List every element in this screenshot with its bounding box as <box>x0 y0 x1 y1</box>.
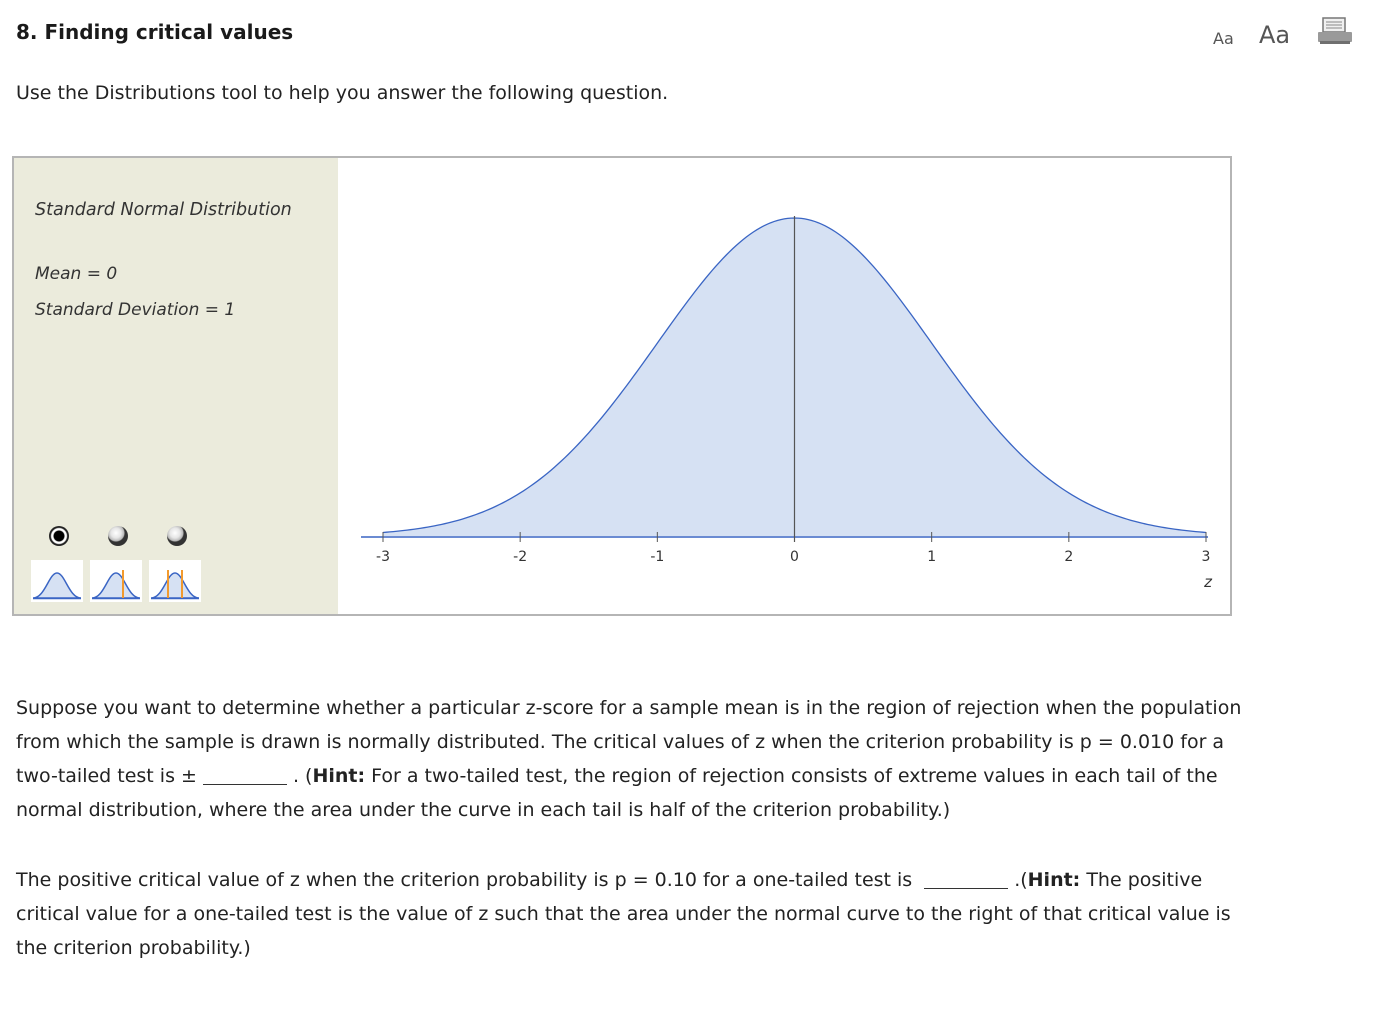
q2-after-blank: .( <box>1014 869 1028 891</box>
printer-icon[interactable] <box>1316 16 1354 46</box>
normal-distribution-chart <box>338 158 1230 614</box>
q2-line-3: the criterion probability.) <box>16 937 251 959</box>
x-tick-label: 1 <box>927 549 937 565</box>
x-axis-label: z <box>1204 573 1212 591</box>
x-tick-label: 2 <box>1064 549 1074 565</box>
x-tick-label: 0 <box>790 549 799 565</box>
q2-line-1 <box>16 863 1346 897</box>
q1-line-1: Suppose you want to determine whether a particular z-score for a sample mean is in the region of rejection when the population <box>16 697 1242 719</box>
q2-hint-text: The positive <box>1080 869 1203 891</box>
x-tick-label: -1 <box>650 549 665 565</box>
q1-hint-label: Hint: <box>312 765 366 787</box>
q1-line-3 <box>16 759 1346 793</box>
distributions-tool <box>12 156 1232 616</box>
font-size-large-button[interactable]: Aa <box>1259 21 1291 49</box>
x-tick-label: -3 <box>376 549 390 565</box>
sd-label: Standard Deviation = 1 <box>35 300 236 320</box>
q1-pre-blank: two-tailed test is ± <box>16 765 197 787</box>
intro-text: Use the Distributions tool to help you answer the following question. <box>16 82 669 104</box>
font-size-small-button[interactable]: Aa <box>1213 29 1234 48</box>
q1-answer-dropdown[interactable] <box>203 762 287 785</box>
distribution-settings-panel <box>14 158 338 614</box>
mode-thumb-two-lines[interactable] <box>149 560 201 602</box>
q1-line-4: normal distribution, where the area under the curve in each tail is half of the criterion probability.) <box>16 799 951 821</box>
x-tick-label: 3 <box>1201 549 1211 565</box>
q2-hint-label: Hint: <box>1027 869 1081 891</box>
question-1 <box>16 691 1346 827</box>
x-tick-label: -2 <box>513 549 528 565</box>
q1-hint-text: For a two-tailed test, the region of rejection consists of extreme values in each tail of the <box>365 765 1218 787</box>
q1-line-2: from which the sample is drawn is normally distributed. The critical values of z when the criterion probability is p = 0.010 for a <box>16 731 1225 753</box>
question-2 <box>16 863 1346 965</box>
mode-radio-two-lines[interactable] <box>167 526 187 546</box>
q2-pre-blank: The positive critical value of z when the criterion probability is p = 0.10 for a one-tailed test is <box>16 869 913 891</box>
q1-after-blank: . ( <box>292 765 313 787</box>
mode-radio-one-line[interactable] <box>108 526 128 546</box>
page-title: 8. Finding critical values <box>16 20 294 44</box>
q2-answer-dropdown[interactable] <box>924 866 1008 889</box>
mean-label: Mean = 0 <box>35 264 118 284</box>
mode-thumb-no-lines[interactable] <box>31 560 83 602</box>
mode-radio-no-lines[interactable] <box>49 526 69 546</box>
panel-title: Standard Normal Distribution <box>35 200 292 220</box>
mode-thumb-one-line[interactable] <box>90 560 142 602</box>
q2-line-2: critical value for a one-tailed test is the value of z such that the area under the normal curve to the right of that critical value is <box>16 903 1231 925</box>
